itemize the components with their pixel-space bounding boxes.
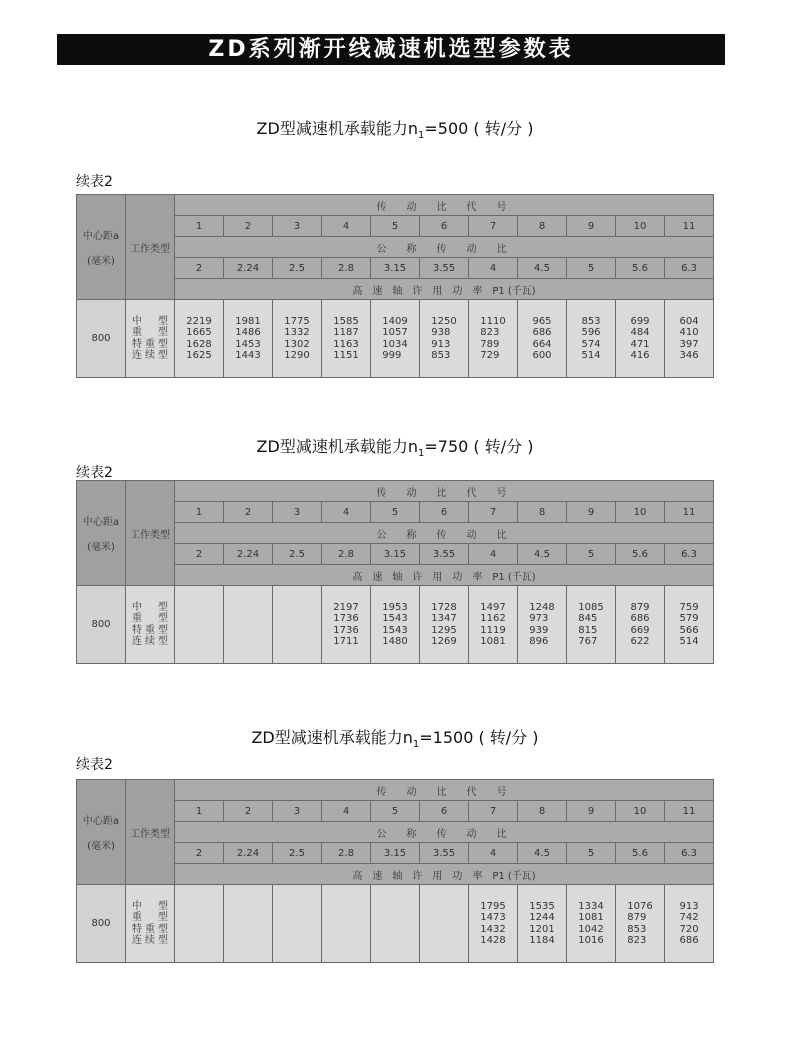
work-type-item: 特重型 (132, 624, 168, 636)
work-type-item: 中 型 (132, 601, 168, 613)
power-values (578, 901, 603, 947)
continued-label: 续表2 (76, 757, 113, 773)
power-value: 566 (679, 624, 699, 636)
power-value: 789 (480, 338, 500, 350)
power-header: 高 速 轴 许 用 功 率 P1 (千瓦) (175, 279, 714, 300)
power-value: 2197 (333, 601, 359, 613)
power-value: 604 (679, 315, 699, 327)
power-values (431, 602, 456, 648)
ratio-code-header: 传 动 比 代 号 (175, 195, 714, 216)
ratio-code-cell: 1 (175, 502, 224, 523)
ratio-code-cell: 3 (273, 216, 322, 237)
power-value: 1347 (431, 613, 457, 624)
section-title-subscript: 1 (417, 130, 425, 142)
ratio-code-cell: 5 (371, 216, 420, 237)
power-values (679, 602, 698, 648)
page-banner-title: ZD系列渐开线减速机选型参数表 (57, 34, 725, 65)
work-type-item: 连续型 (132, 350, 168, 361)
power-value: 1184 (529, 935, 555, 946)
power-value: 1543 (382, 613, 408, 624)
section-title-prefix: ZD型减速机承载能力n (256, 437, 418, 456)
work-type-item: 重 型 (132, 912, 168, 923)
power-value: 664 (532, 338, 552, 350)
section-title (0, 434, 790, 459)
power-value: 1081 (578, 912, 604, 923)
power-value: 1248 (529, 601, 555, 613)
power-value: 1295 (431, 624, 457, 636)
power-value: 896 (529, 636, 549, 647)
nominal-ratio-cell: 5 (567, 544, 616, 565)
ratio-code-cell: 6 (420, 801, 469, 822)
ratio-code-cell: 10 (616, 216, 665, 237)
ratio-code-cell: 5 (371, 801, 420, 822)
power-value-cell (371, 586, 420, 664)
power-value: 1497 (480, 601, 506, 613)
ratio-code-cell: 6 (420, 502, 469, 523)
power-value-cell (665, 885, 714, 963)
power-value-cell (518, 885, 567, 963)
section-title (0, 116, 790, 141)
center-distance-value: 800 (77, 300, 126, 378)
ratio-code-cell: 4 (322, 502, 371, 523)
ratio-code-cell: 4 (322, 216, 371, 237)
nominal-ratio-cell: 4.5 (518, 258, 567, 279)
power-values (630, 602, 649, 648)
power-value: 1081 (480, 636, 506, 647)
power-value-cell (322, 300, 371, 378)
power-values (480, 316, 505, 362)
center-distance-unit: (毫米) (87, 841, 115, 852)
power-values (679, 901, 698, 947)
power-value-cell (665, 300, 714, 378)
power-value: 1432 (480, 923, 506, 935)
ratio-code-cell: 3 (273, 801, 322, 822)
work-type-list (126, 300, 175, 378)
section-title-prefix: ZD型减速机承载能力n (256, 119, 418, 138)
nominal-ratio-cell: 4 (469, 258, 518, 279)
section-title-subscript: 1 (412, 739, 420, 751)
nominal-ratio-cell: 5.6 (616, 843, 665, 864)
power-value-cell (371, 300, 420, 378)
power-value: 1543 (382, 624, 408, 636)
ratio-code-cell: 8 (518, 502, 567, 523)
section-title-suffix: =750 ( 转/分 ) (424, 437, 534, 456)
power-values (382, 602, 407, 648)
power-value: 1034 (382, 338, 408, 350)
ratio-code-cell: 7 (469, 502, 518, 523)
power-value: 1076 (627, 900, 653, 912)
power-value: 1110 (480, 315, 506, 327)
work-type-labels (132, 901, 168, 947)
nominal-ratio-cell: 3.55 (420, 843, 469, 864)
work-type-item: 连续型 (132, 935, 168, 946)
ratio-code-cell: 11 (665, 502, 714, 523)
nominal-ratio-cell: 2 (175, 258, 224, 279)
power-value-cell (175, 300, 224, 378)
power-value-cell (665, 586, 714, 664)
ratio-code-cell: 1 (175, 216, 224, 237)
power-value-cell (273, 885, 322, 963)
power-value-cell (567, 300, 616, 378)
power-value: 1625 (186, 350, 212, 361)
power-value: 879 (627, 912, 647, 923)
power-value: 1981 (235, 315, 261, 327)
power-value: 1163 (333, 338, 359, 350)
nominal-ratio-cell: 2.5 (273, 258, 322, 279)
work-type-item: 特重型 (132, 923, 168, 935)
power-values (480, 602, 505, 648)
work-type-item: 连续型 (132, 636, 168, 647)
power-value: 823 (480, 327, 500, 338)
power-value: 845 (578, 613, 598, 624)
ratio-code-cell: 9 (567, 502, 616, 523)
power-value: 1409 (382, 315, 408, 327)
power-values (186, 316, 211, 362)
power-value: 1585 (333, 315, 359, 327)
section-title-subscript: 1 (417, 448, 425, 460)
power-value-cell (567, 885, 616, 963)
nominal-ratio-cell: 5 (567, 843, 616, 864)
power-value: 1795 (480, 900, 506, 912)
nominal-ratio-cell: 2.5 (273, 843, 322, 864)
power-value: 938 (431, 327, 451, 338)
header-row-ratio-code-label (77, 481, 714, 502)
center-distance-label: 中心距a (82, 816, 120, 827)
center-distance-unit: (毫米) (87, 542, 115, 553)
power-values (532, 316, 551, 362)
power-value: 600 (532, 350, 552, 361)
nominal-ratio-cell: 3.55 (420, 258, 469, 279)
work-type-labels (132, 602, 168, 648)
nominal-ratio-cell: 6.3 (665, 843, 714, 864)
table-row (77, 885, 714, 963)
power-value: 742 (679, 912, 699, 923)
power-value: 596 (581, 327, 601, 338)
capacity-table (76, 779, 714, 963)
nominal-ratio-cell: 4.5 (518, 843, 567, 864)
table-row (77, 586, 714, 664)
power-value: 514 (679, 636, 699, 647)
power-value: 1711 (333, 636, 359, 647)
ratio-code-cell: 8 (518, 801, 567, 822)
power-values (431, 316, 456, 362)
ratio-code-cell: 10 (616, 502, 665, 523)
ratio-code-cell: 9 (567, 216, 616, 237)
power-value-cell (322, 586, 371, 664)
power-value: 1736 (333, 624, 359, 636)
power-value: 1269 (431, 636, 457, 647)
nominal-ratio-cell: 5 (567, 258, 616, 279)
power-value-cell (518, 586, 567, 664)
power-values (284, 316, 309, 362)
ratio-code-cell: 11 (665, 801, 714, 822)
nominal-ratio-cell: 5.6 (616, 258, 665, 279)
ratio-code-cell: 8 (518, 216, 567, 237)
continued-label: 续表2 (76, 465, 113, 481)
nominal-ratio-cell: 4 (469, 544, 518, 565)
nominal-ratio-cell: 2.8 (322, 544, 371, 565)
center-distance-header (77, 481, 126, 586)
nominal-ratio-header: 公 称 传 动 比 (175, 523, 714, 544)
power-value: 1486 (235, 327, 261, 338)
capacity-table (76, 194, 714, 378)
power-value-cell (322, 885, 371, 963)
power-value: 686 (679, 935, 699, 946)
power-header: 高 速 轴 许 用 功 率 P1 (千瓦) (175, 565, 714, 586)
power-value: 686 (630, 613, 650, 624)
nominal-ratio-cell: 3.15 (371, 843, 420, 864)
ratio-code-cell: 4 (322, 801, 371, 822)
power-value: 939 (529, 624, 549, 636)
ratio-code-cell: 7 (469, 801, 518, 822)
section-title-suffix: =500 ( 转/分 ) (424, 119, 534, 138)
power-value: 1535 (529, 900, 555, 912)
center-distance-header (77, 780, 126, 885)
power-value: 999 (382, 350, 402, 361)
power-values (333, 602, 358, 648)
power-value: 1953 (382, 601, 408, 613)
power-value: 913 (679, 900, 699, 912)
power-value: 1042 (578, 923, 604, 935)
power-value: 699 (630, 315, 650, 327)
power-value: 579 (679, 613, 699, 624)
work-type-list (126, 586, 175, 664)
power-value: 1428 (480, 935, 506, 946)
center-distance-header (77, 195, 126, 300)
power-value: 1085 (578, 601, 604, 613)
power-value: 767 (578, 636, 598, 647)
power-value-cell (420, 885, 469, 963)
ratio-code-cell: 6 (420, 216, 469, 237)
section-title (0, 725, 790, 750)
ratio-code-cell: 2 (224, 216, 273, 237)
power-value: 729 (480, 350, 500, 361)
nominal-ratio-cell: 6.3 (665, 544, 714, 565)
ratio-code-cell: 2 (224, 801, 273, 822)
center-distance-label: 中心距a (82, 231, 120, 242)
center-distance-label: 中心距a (82, 517, 120, 528)
power-value: 913 (431, 338, 451, 350)
power-value: 853 (431, 350, 451, 361)
power-value: 1244 (529, 912, 555, 923)
power-value: 853 (581, 315, 601, 327)
nominal-ratio-cell: 3.15 (371, 544, 420, 565)
power-value: 1057 (382, 327, 408, 338)
power-value: 853 (627, 923, 647, 935)
nominal-ratio-cell: 2.24 (224, 258, 273, 279)
power-values (630, 316, 649, 362)
work-type-list (126, 885, 175, 963)
nominal-ratio-cell: 2.24 (224, 544, 273, 565)
power-value-cell (469, 586, 518, 664)
power-value: 397 (679, 338, 699, 350)
power-value: 1151 (333, 350, 359, 361)
power-values (382, 316, 407, 362)
nominal-ratio-cell: 2.8 (322, 843, 371, 864)
work-type-item: 重 型 (132, 613, 168, 624)
power-value: 1334 (578, 900, 604, 912)
work-type-item: 中 型 (132, 315, 168, 327)
power-values (627, 901, 652, 947)
continued-label: 续表2 (76, 174, 113, 190)
power-value: 1736 (333, 613, 359, 624)
power-value-cell (420, 300, 469, 378)
power-value: 669 (630, 624, 650, 636)
power-value: 416 (630, 350, 650, 361)
power-value: 1453 (235, 338, 261, 350)
nominal-ratio-cell: 4.5 (518, 544, 567, 565)
ratio-code-cell: 11 (665, 216, 714, 237)
power-value: 514 (581, 350, 601, 361)
work-type-labels (132, 316, 168, 362)
power-value-cell (371, 885, 420, 963)
section-title-suffix: =1500 ( 转/分 ) (419, 728, 539, 747)
power-values (480, 901, 505, 947)
power-value: 815 (578, 624, 598, 636)
power-value: 1628 (186, 338, 212, 350)
work-type-item: 特重型 (132, 338, 168, 350)
power-value-cell (224, 300, 273, 378)
power-values (529, 602, 554, 648)
center-distance-value: 800 (77, 885, 126, 963)
ratio-code-cell: 3 (273, 502, 322, 523)
power-value: 1201 (529, 923, 555, 935)
power-value: 1302 (284, 338, 310, 350)
power-value-cell (518, 300, 567, 378)
power-value: 1775 (284, 315, 310, 327)
work-type-item: 重 型 (132, 327, 168, 338)
ratio-code-header: 传 动 比 代 号 (175, 481, 714, 502)
power-values (581, 316, 600, 362)
section-title-prefix: ZD型减速机承载能力n (251, 728, 413, 747)
power-value-cell (420, 586, 469, 664)
power-value-cell (224, 885, 273, 963)
power-value: 410 (679, 327, 699, 338)
power-value: 1016 (578, 935, 604, 946)
power-value-cell (175, 885, 224, 963)
power-values (333, 316, 358, 362)
power-values (529, 901, 554, 947)
ratio-code-cell: 10 (616, 801, 665, 822)
power-value: 1480 (382, 636, 408, 647)
power-values (235, 316, 260, 362)
power-values (578, 602, 603, 648)
power-value: 471 (630, 338, 650, 350)
work-type-header: 工作类型 (126, 195, 175, 300)
work-type-header: 工作类型 (126, 481, 175, 586)
table-row (77, 300, 714, 378)
ratio-code-cell: 2 (224, 502, 273, 523)
capacity-table (76, 480, 714, 664)
nominal-ratio-cell: 2 (175, 843, 224, 864)
nominal-ratio-cell: 2.5 (273, 544, 322, 565)
power-value: 622 (630, 636, 650, 647)
power-value: 686 (532, 327, 552, 338)
power-value: 1443 (235, 350, 261, 361)
power-value: 1332 (284, 327, 310, 338)
header-row-ratio-code-label (77, 195, 714, 216)
header-row-ratio-code-label (77, 780, 714, 801)
power-value: 1187 (333, 327, 359, 338)
power-value: 759 (679, 601, 699, 613)
power-value-cell (469, 300, 518, 378)
center-distance-unit: (毫米) (87, 256, 115, 267)
nominal-ratio-cell: 5.6 (616, 544, 665, 565)
power-value-cell (175, 586, 224, 664)
power-value: 1162 (480, 613, 506, 624)
ratio-code-header: 传 动 比 代 号 (175, 780, 714, 801)
nominal-ratio-cell: 2.8 (322, 258, 371, 279)
power-value-cell (469, 885, 518, 963)
power-value-cell (273, 586, 322, 664)
power-value: 2219 (186, 315, 212, 327)
ratio-code-cell: 5 (371, 502, 420, 523)
power-value-cell (273, 300, 322, 378)
nominal-ratio-header: 公 称 传 动 比 (175, 822, 714, 843)
power-value: 1119 (480, 624, 506, 636)
power-value: 484 (630, 327, 650, 338)
work-type-item: 中 型 (132, 900, 168, 912)
power-header: 高 速 轴 许 用 功 率 P1 (千瓦) (175, 864, 714, 885)
power-value: 1665 (186, 327, 212, 338)
center-distance-value: 800 (77, 586, 126, 664)
power-value: 1728 (431, 601, 457, 613)
power-value: 973 (529, 613, 549, 624)
power-value: 879 (630, 601, 650, 613)
power-value-cell (567, 586, 616, 664)
nominal-ratio-cell: 3.15 (371, 258, 420, 279)
nominal-ratio-cell: 3.55 (420, 544, 469, 565)
nominal-ratio-cell: 2 (175, 544, 224, 565)
power-value-cell (616, 885, 665, 963)
power-value: 823 (627, 935, 647, 946)
work-type-header: 工作类型 (126, 780, 175, 885)
power-value: 1473 (480, 912, 506, 923)
power-value: 1250 (431, 315, 457, 327)
power-value-cell (616, 586, 665, 664)
power-value: 574 (581, 338, 601, 350)
power-value-cell (616, 300, 665, 378)
power-value: 346 (679, 350, 699, 361)
power-value: 720 (679, 923, 699, 935)
nominal-ratio-header: 公 称 传 动 比 (175, 237, 714, 258)
nominal-ratio-cell: 2.24 (224, 843, 273, 864)
power-value: 1290 (284, 350, 310, 361)
ratio-code-cell: 9 (567, 801, 616, 822)
power-value: 965 (532, 315, 552, 327)
ratio-code-cell: 1 (175, 801, 224, 822)
ratio-code-cell: 7 (469, 216, 518, 237)
nominal-ratio-cell: 4 (469, 843, 518, 864)
nominal-ratio-cell: 6.3 (665, 258, 714, 279)
power-values (679, 316, 698, 362)
power-value-cell (224, 586, 273, 664)
